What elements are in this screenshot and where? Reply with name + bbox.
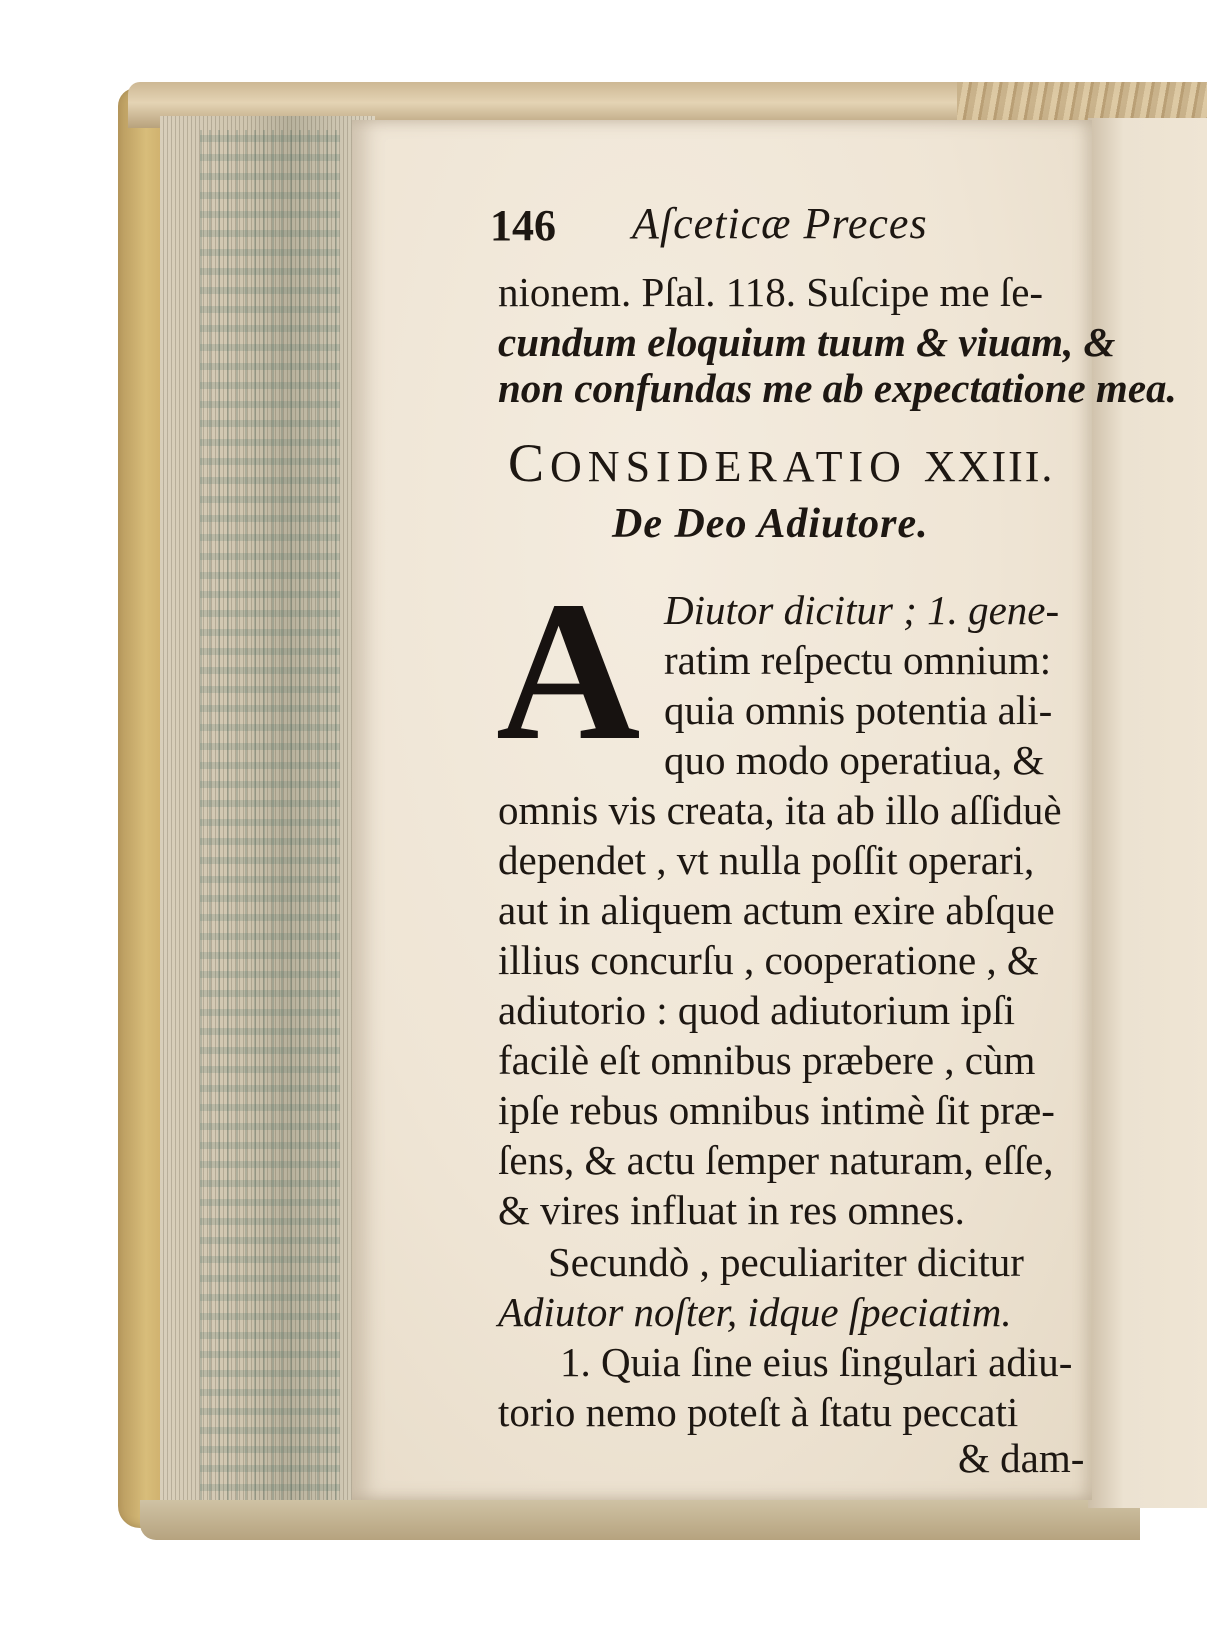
paragraph-line-1-text: Diutor dicitur ; 1. gene- bbox=[664, 587, 1060, 633]
heading-word: ONSIDERATIO bbox=[550, 442, 907, 491]
running-head: Aſceticæ Preces bbox=[632, 199, 928, 248]
catchword: & dam- bbox=[958, 1435, 1085, 1481]
section-subtitle: De Deo Adiutore. bbox=[612, 501, 929, 547]
paragraph-line-10: facilè eſt omnibus præbere , cùm bbox=[498, 1037, 1036, 1083]
paragraph-line-9: adiutorio : quod adiutorium ipſi bbox=[498, 987, 1016, 1033]
paragraph-line-13: & vires influat in res omnes. bbox=[498, 1187, 965, 1233]
paragraph-line-16: 1. Quia ſine eius ſingulari adiu- bbox=[560, 1339, 1073, 1385]
heading-initial: C bbox=[508, 433, 551, 493]
drop-cap: A bbox=[496, 561, 641, 782]
paragraph-line-6: dependet , vt nulla poſſit operari, bbox=[498, 837, 1035, 883]
paragraph-line-3: quia omnis potentia ali- bbox=[664, 687, 1053, 733]
intro-line-3: non confundas me ab expectatione mea. bbox=[498, 365, 1177, 411]
paragraph-line-2: ratim reſpectu omnium: bbox=[664, 637, 1052, 683]
page-edges-mottling bbox=[200, 130, 340, 1510]
section-heading bbox=[508, 432, 1054, 494]
intro-line-2: cundum eloquium tuum & viuam, & bbox=[498, 319, 1116, 365]
paragraph-line-5: omnis vis creata, ita ab illo aſſiduè bbox=[498, 787, 1062, 833]
paragraph-line-1 bbox=[664, 587, 1060, 633]
paragraph-line-17: torio nemo poteſt à ſtatu peccati bbox=[498, 1389, 1019, 1435]
paragraph-line-14: Secundò , peculiariter dicitur bbox=[548, 1239, 1024, 1285]
paragraph-line-11: ipſe rebus omnibus intimè ſit præ- bbox=[498, 1087, 1055, 1133]
paragraph-line-7: aut in aliquem actum exire abſque bbox=[498, 887, 1055, 933]
paragraph-line-12: ſens, & actu ſemper naturam, eſſe, bbox=[498, 1137, 1054, 1183]
intro-line-1: nionem. Pſal. 118. Suſcipe me ſe- bbox=[498, 269, 1044, 315]
paragraph-line-15: Adiutor noſter, idque ſpeciatim. bbox=[498, 1289, 1012, 1335]
paragraph-line-4: quo modo operatiua, & bbox=[664, 737, 1045, 783]
bottom-cover-edge bbox=[140, 1500, 1140, 1540]
heading-numeral: XXIII. bbox=[923, 442, 1055, 491]
page-number: 146 bbox=[490, 201, 556, 250]
paragraph-line-8: illius concurſu , cooperatione , & bbox=[498, 937, 1039, 983]
